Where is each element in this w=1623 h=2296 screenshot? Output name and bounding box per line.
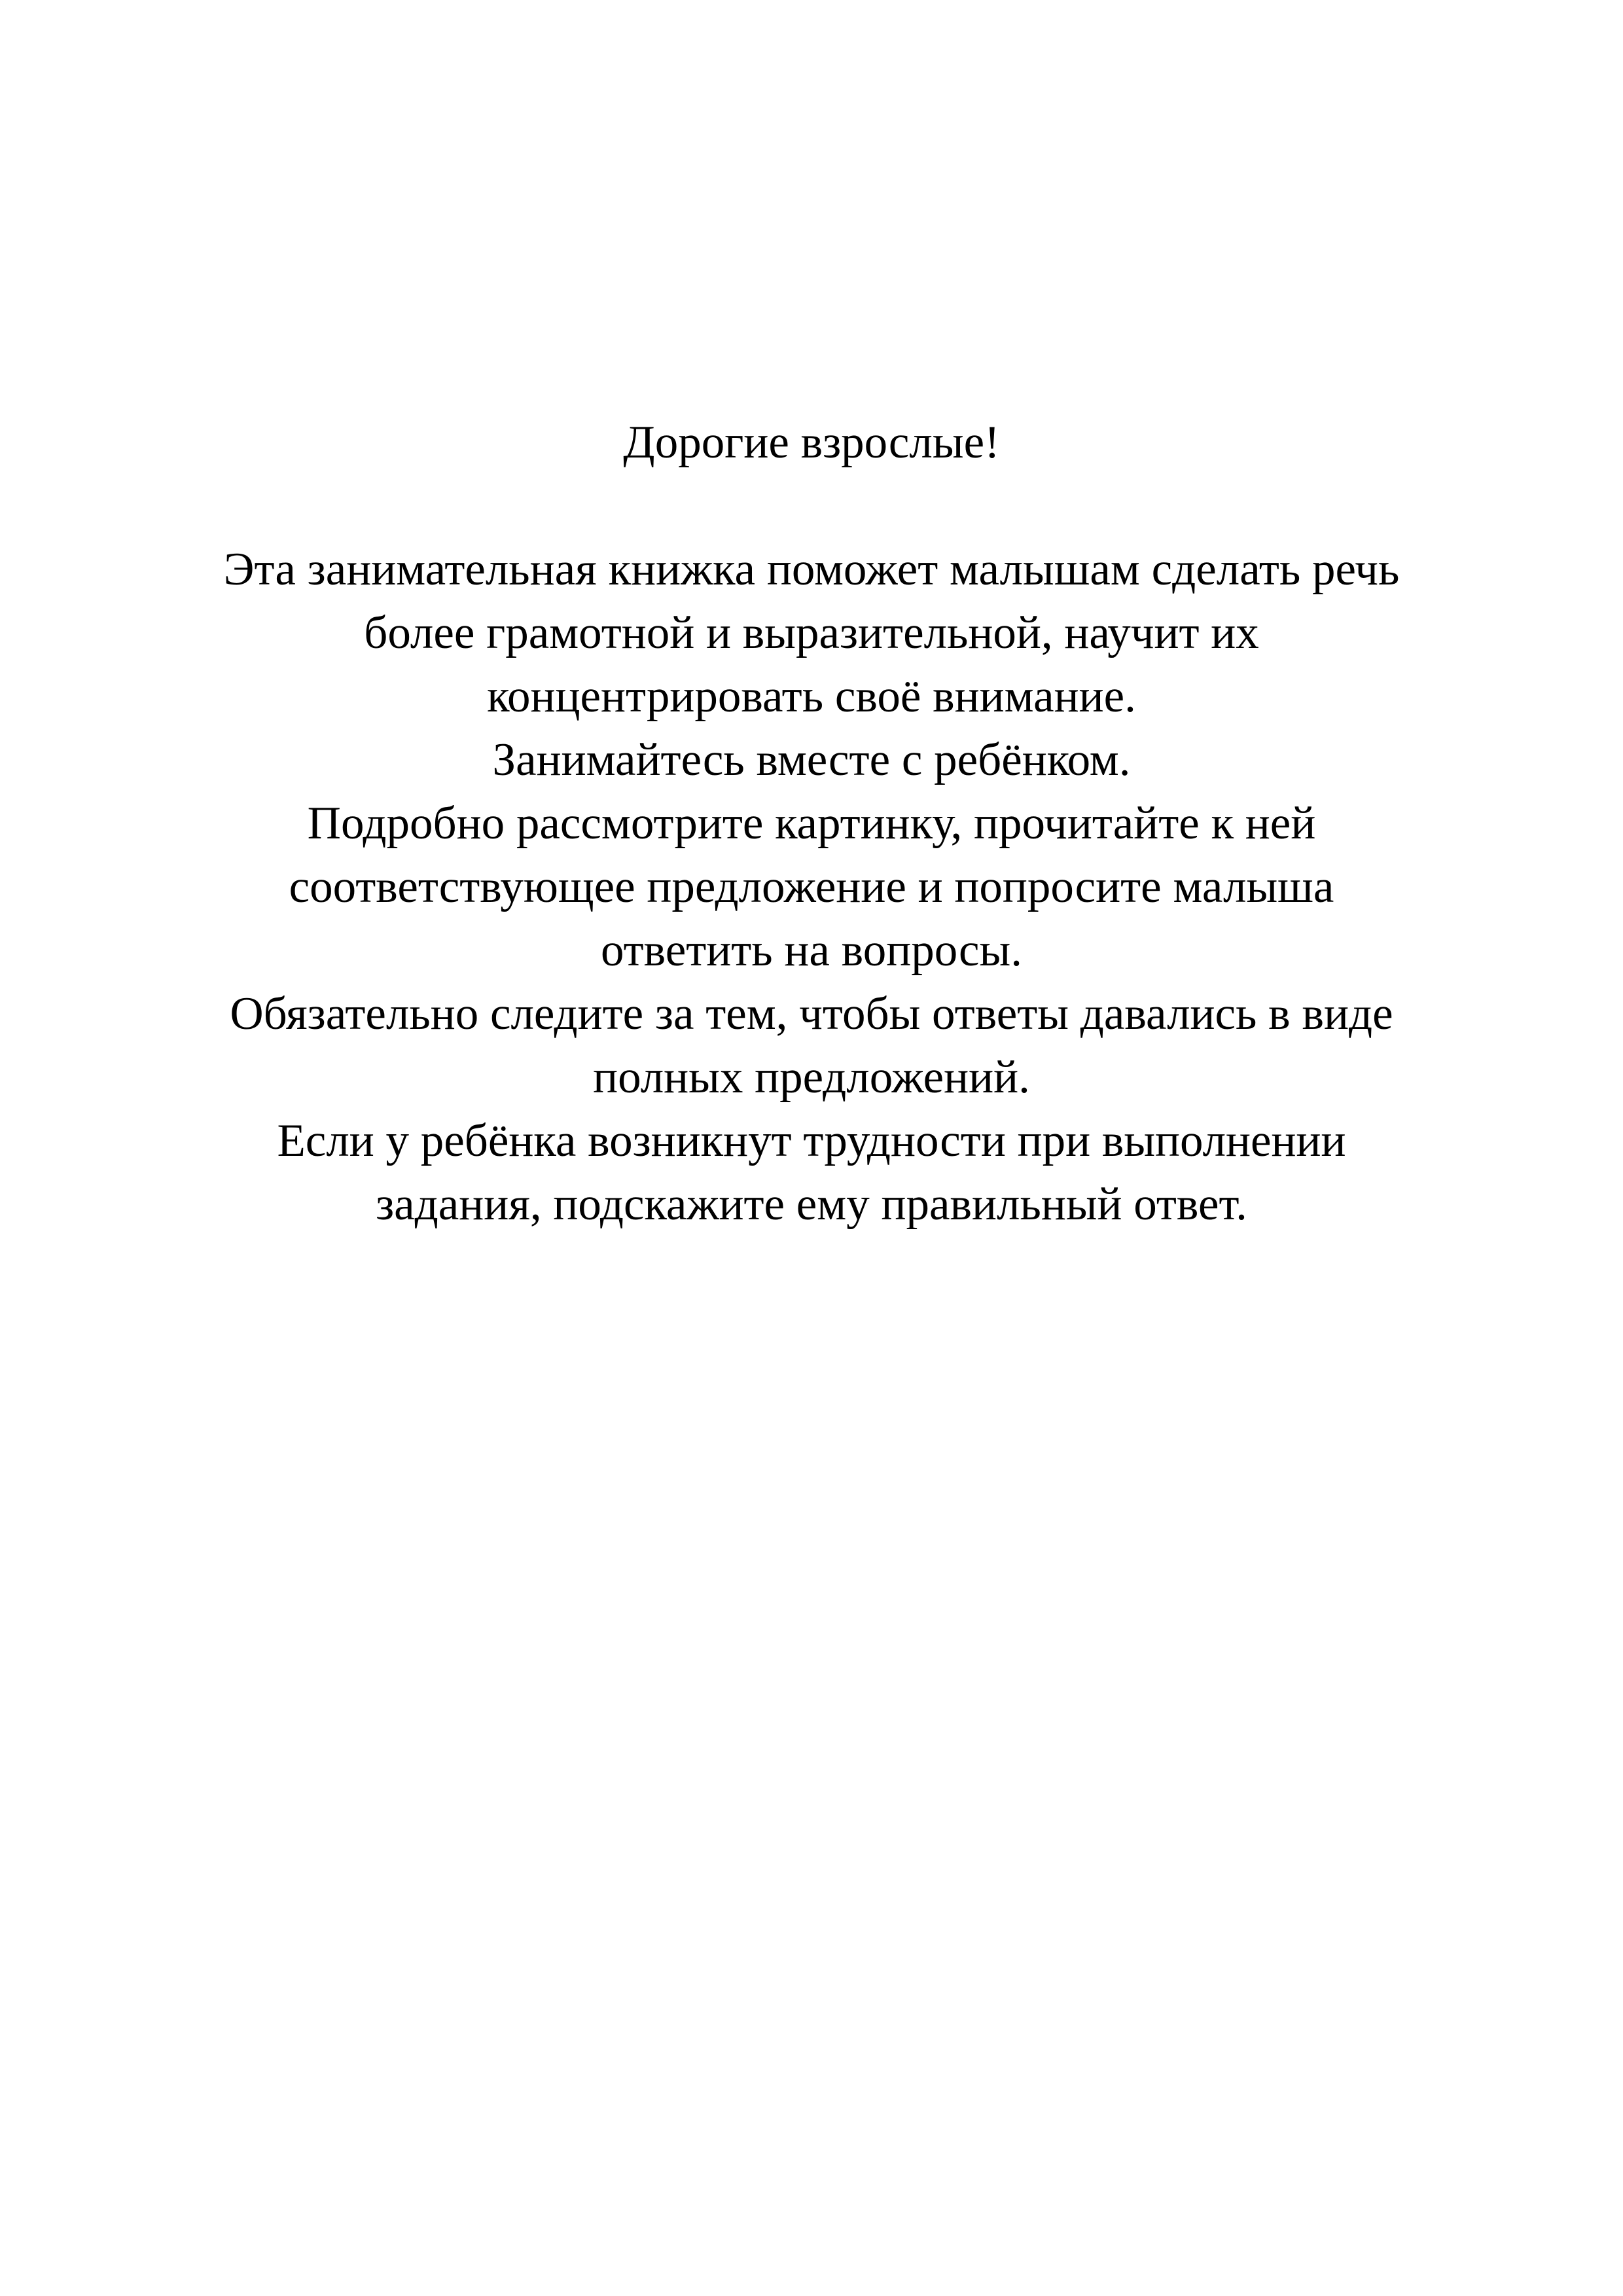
text-line: Эта занимательная книжка поможет малышам сделать речь [223,544,1400,595]
foreword-text-block [0,411,1623,1236]
page-heading: Дорогие взрослые! [623,417,1000,468]
text-line: соответствующее предложение и попросите малыша [289,861,1334,912]
text-line: полных предложений. [593,1052,1030,1103]
text-line: более грамотной и выразительной, научит их [364,607,1259,658]
text-line: задания, подскажите ему правильный ответ. [376,1179,1247,1230]
paragraph-spacer [0,475,1623,538]
text-line: Обязательно следите за тем, чтобы ответы давались в виде [230,988,1393,1039]
text-line: Подробно рассмотрите картинку, прочитайте к ней [307,798,1316,849]
text-line: Занимайтесь вместе с ребёнком. [492,734,1131,785]
text-line: концентрировать своё внимание. [487,671,1136,722]
text-line: ответить на вопросы. [601,925,1022,976]
text-line: Если у ребёнка возникнут трудности при выполнении [277,1115,1346,1166]
